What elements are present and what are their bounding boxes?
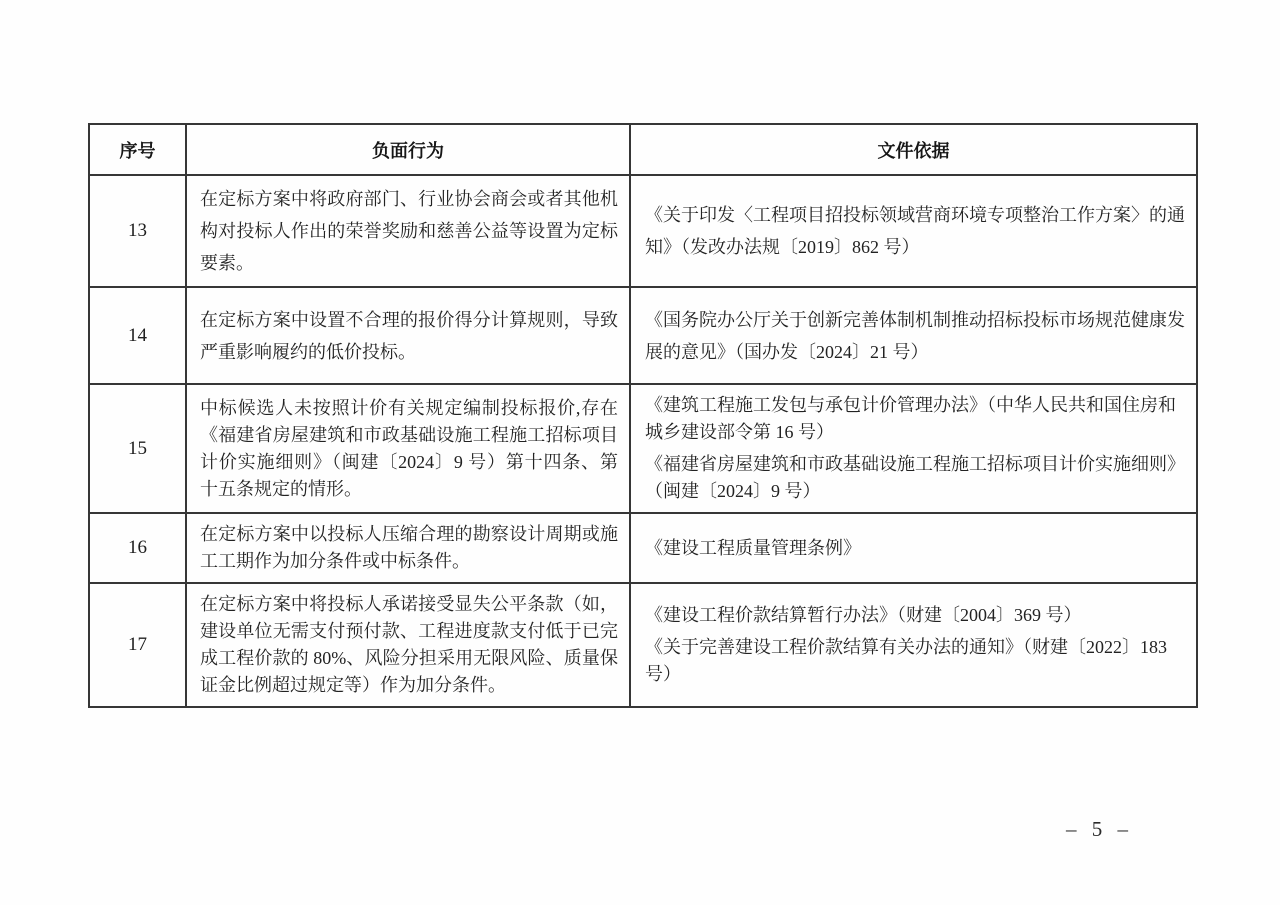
row-13-serial: 13 — [89, 175, 186, 287]
page-number: – 5 – — [1066, 817, 1128, 841]
row-16-basis — [630, 513, 1197, 583]
header-document-basis: 文件依据 — [630, 124, 1197, 175]
header-negative-behavior: 负面行为 — [186, 124, 630, 175]
row-14-basis — [630, 287, 1197, 384]
row-15-basis-item: 《福建省房屋建筑和市政基础设施工程施工招标项目计价实施细则》（闽建〔2024〕9 号） — [645, 454, 1185, 501]
row-13-behavior-text: 在定标方案中将政府部门、行业协会商会或者其他机构对投标人作出的荣誉奖励和慈善公益等设置为定标要素。 — [200, 189, 618, 273]
row-13-behavior — [186, 175, 630, 287]
row-14-behavior-text: 在定标方案中设置不合理的报价得分计算规则，导致严重影响履约的低价投标。 — [200, 309, 618, 362]
row-16-basis-item: 《建设工程质量管理条例》 — [645, 537, 861, 558]
row-15-behavior-text: 中标候选人未按照计价有关规定编制投标报价,存在《福建省房屋建筑和市政基础设施工程施工招标项目计价实施细则》（闽建〔2024〕9 号）第十四条、第十五条规定的情形。 — [200, 397, 618, 499]
row-14-basis-item: 《国务院办公厅关于创新完善体制机制推动招标投标市场规范健康发展的意见》（国办发〔2024〕21 号） — [645, 309, 1185, 362]
row-13-basis — [630, 175, 1197, 287]
row-17-serial: 17 — [89, 583, 186, 707]
row-15-basis-item: 《建筑工程施工发包与承包计价管理办法》（中华人民共和国住房和城乡建设部令第 16 号） — [645, 395, 1176, 442]
row-15-serial: 15 — [89, 384, 186, 513]
table-row — [89, 175, 1197, 287]
table-row — [89, 287, 1197, 384]
row-16-behavior-text: 在定标方案中以投标人压缩合理的勘察设计周期或施工工期作为加分条件或中标条件。 — [200, 524, 618, 571]
row-16-behavior — [186, 513, 630, 583]
row-14-behavior — [186, 287, 630, 384]
table-header-row — [89, 124, 1197, 175]
negative-behavior-table — [88, 123, 1198, 708]
row-17-basis — [630, 583, 1197, 707]
row-13-basis-item: 《关于印发〈工程项目招投标领域营商环境专项整治工作方案〉的通知》（发改办法规〔2019〕862 号） — [645, 205, 1185, 257]
row-17-basis-item: 《建设工程价款结算暂行办法》（财建〔2004〕369 号） — [645, 605, 1082, 625]
row-17-basis-item: 《关于完善建设工程价款结算有关办法的通知》（财建〔2022〕183 号） — [645, 637, 1167, 684]
row-14-serial: 14 — [89, 287, 186, 384]
row-15-basis — [630, 384, 1197, 513]
row-17-behavior-text: 在定标方案中将投标人承诺接受显失公平条款（如，建设单位无需支付预付款、工程进度款支付低于已完成工程价款的 80%、风险分担采用无限风险、质量保证金比例超过规定等）作为加分条件。 — [200, 594, 618, 695]
table-row — [89, 384, 1197, 513]
table-row — [89, 583, 1197, 707]
row-16-serial: 16 — [89, 513, 186, 583]
row-17-behavior — [186, 583, 630, 707]
table-row — [89, 513, 1197, 583]
row-15-behavior — [186, 384, 630, 513]
header-serial-number: 序号 — [89, 124, 186, 175]
